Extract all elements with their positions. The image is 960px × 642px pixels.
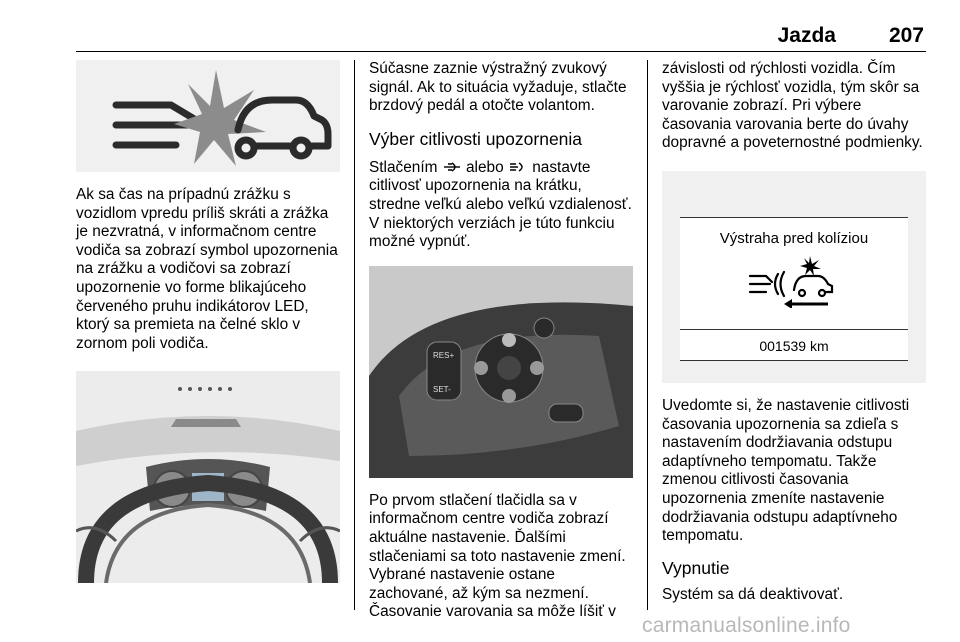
- cluster-screen: [680, 217, 908, 361]
- col2-paragraph-1: Súčasne zaznie výstražný zvukový signál. Ak to situácia vyžaduje, stlačte brzdový pedál a otočte volantom.: [369, 60, 627, 115]
- column-divider-2: [647, 60, 648, 610]
- col3-paragraph-1: závislosti od rýchlosti vozidla. Čím vyššia je rýchlosť vozidla, tým skôr sa varovanie zobrazí. Pri výbere časovania varovania berte do úvahy dopravné a poveternostné podmienky.: [662, 60, 923, 152]
- col1-paragraph-1: Ak sa čas na prípadnú zrážku s vozidlom vpredu príliš skráti a zrážka je nezvratná, v informačnom centre vodiča sa zobrazí symbol upozornenia na zrážku a vodičovi sa zobrazí upozornenie vo forme blikajúceho červeného pruhu indikátorov LED, ktorý sa premieta na čelné sklo v zornom poli vodiča.: [76, 186, 338, 352]
- cruise-button[interactable]: [530, 361, 544, 375]
- speed-limiter-button[interactable]: [474, 361, 488, 375]
- distance-down-button[interactable]: [502, 389, 516, 403]
- col2-paragraph-2: Stlačením alebo nastavte citlivosť upozornenia na krátku, stredne veľkú alebo veľkú vzdialenosť. V niektorých verziách je túto funkciu možné vypnúť.: [369, 158, 632, 251]
- distance-decrease-icon: [442, 160, 462, 172]
- steering-wheel-buttons-illustration: [369, 266, 633, 478]
- dashboard-illustration: [76, 371, 340, 583]
- col2-paragraph-3: Po prvom stlačení tlačidla sa v informačnom centre vodiča zobrazí aktuálne nastavenie. Ďalšími stlačeniami sa toto nastavenie zmení. Vybrané nastavenie ostane zachované, až kým sa nezmení. Časovanie varovania sa môže líšiť v: [369, 491, 626, 621]
- collision-icon: [76, 60, 340, 172]
- page-number: 207: [888, 24, 924, 47]
- heading-sensitivity: Výber citlivosti upozornenia: [369, 128, 583, 149]
- heading-disable: Vypnutie: [662, 557, 730, 578]
- cluster-title: Výstraha pred kolíziou: [719, 229, 869, 247]
- page-header: [76, 18, 926, 52]
- column-divider-1: [354, 60, 355, 610]
- cluster-display-figure: [662, 171, 926, 383]
- watermark: carmanualsonline.info: [642, 614, 851, 637]
- res-plus-label: RES+: [433, 350, 455, 360]
- collision-warning-symbol-figure: [76, 60, 340, 172]
- forward-collision-icon: [744, 254, 844, 308]
- col3-paragraph-2: Uvedomte si, že nastavenie citlivosti časovania upozornenia sa zdieľa s nastavením dodržiavania odstupu adaptívneho tempomatu. Takže zmenou citlivosti časovania upozornenia zmeníte nastavenie dodržiavania odstupu adaptívneho tempomatu.: [662, 396, 910, 545]
- column-2: [369, 60, 633, 622]
- odometer-readout: 001539 km: [759, 337, 829, 354]
- column-3: [662, 60, 926, 604]
- lane-assist-button[interactable]: [549, 404, 583, 422]
- distance-increase-icon: [508, 160, 528, 172]
- steering-wheel-controls-figure: [369, 266, 633, 478]
- windshield-led-figure: [76, 371, 340, 583]
- col3-paragraph-3: Systém sa dá deaktivovať.: [662, 585, 844, 603]
- set-minus-label: SET-: [433, 384, 451, 394]
- column-1: [76, 60, 340, 583]
- distance-up-button[interactable]: [502, 333, 516, 347]
- section-title: Jazda: [777, 24, 836, 47]
